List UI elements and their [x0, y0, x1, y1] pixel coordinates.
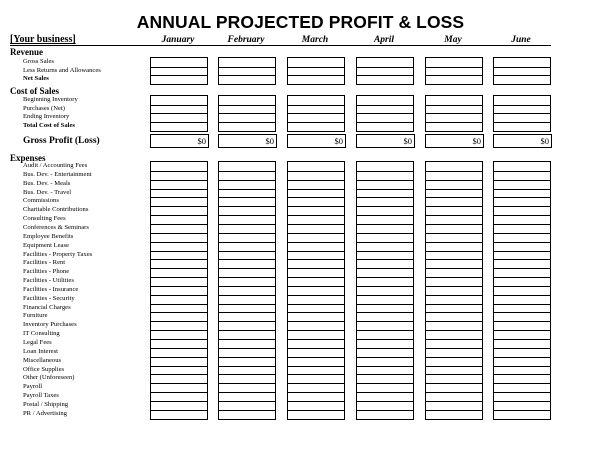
cell-divider: [494, 259, 550, 260]
expense-item: Facilities - Security: [23, 294, 75, 302]
cell-divider: [426, 233, 482, 234]
cell-divider: [151, 171, 207, 172]
expense-cells[interactable]: [218, 161, 276, 420]
cell-divider: [288, 366, 344, 367]
cell-divider: [426, 215, 482, 216]
gross-profit-cell[interactable]: $0: [493, 134, 552, 148]
section-revenue: Revenue: [10, 47, 43, 57]
cell-divider: [151, 410, 207, 411]
cell-divider: [494, 268, 550, 269]
revenue-cells[interactable]: [150, 57, 208, 85]
cell-divider: [151, 304, 207, 305]
cell-divider: [426, 171, 482, 172]
cell-divider: [426, 410, 482, 411]
cell-divider: [219, 401, 275, 402]
cell-divider: [357, 383, 413, 384]
gross-profit-cell[interactable]: $0: [356, 134, 415, 148]
cell-divider: [357, 233, 413, 234]
revenue-item: Less Returns and Allowances: [23, 66, 101, 74]
gross-profit-label: Gross Profit (Loss): [23, 136, 100, 146]
month-header-may: May: [444, 35, 462, 45]
cell-divider: [357, 259, 413, 260]
cell-divider: [219, 330, 275, 331]
cost-of-sales-cells[interactable]: [356, 95, 414, 132]
revenue-cells[interactable]: [493, 57, 551, 85]
cell-divider: [151, 242, 207, 243]
cell-divider: [357, 374, 413, 375]
cell-divider: [494, 180, 550, 181]
cell-divider: [151, 122, 207, 123]
cell-divider: [288, 357, 344, 358]
cell-divider: [219, 75, 275, 76]
cell-divider: [426, 251, 482, 252]
cell-divider: [288, 113, 344, 114]
cell-divider: [219, 215, 275, 216]
cell-divider: [426, 348, 482, 349]
cell-divider: [426, 197, 482, 198]
cell-divider: [426, 113, 482, 114]
cell-divider: [151, 295, 207, 296]
gross-profit-cell[interactable]: $0: [287, 134, 346, 148]
expense-item: IT Consulting: [23, 330, 60, 338]
month-header-june: June: [511, 35, 531, 45]
cell-divider: [426, 105, 482, 106]
cell-divider: [357, 251, 413, 252]
revenue-item: Net Sales: [23, 75, 49, 82]
cell-divider: [357, 197, 413, 198]
revenue-cells[interactable]: [287, 57, 345, 85]
cell-divider: [426, 242, 482, 243]
cell-divider: [357, 277, 413, 278]
expense-item: Inventory Purchases: [23, 321, 77, 329]
cell-divider: [219, 392, 275, 393]
expense-item: Conferences & Seminars: [23, 223, 89, 231]
cell-divider: [151, 339, 207, 340]
cell-divider: [151, 366, 207, 367]
expense-item: Miscellaneous: [23, 356, 62, 364]
cell-divider: [494, 295, 550, 296]
cell-divider: [426, 392, 482, 393]
cell-divider: [288, 242, 344, 243]
expense-item: Facilities - Phone: [23, 268, 70, 276]
header-rule: [10, 45, 551, 46]
revenue-item: Gross Sales: [23, 58, 54, 65]
cell-divider: [219, 277, 275, 278]
cell-divider: [219, 339, 275, 340]
cell-divider: [426, 339, 482, 340]
cell-divider: [357, 304, 413, 305]
cell-divider: [288, 321, 344, 322]
cell-divider: [151, 189, 207, 190]
cell-divider: [357, 286, 413, 287]
cost-of-sales-item: Beginning Inventory: [23, 96, 78, 103]
cell-divider: [288, 330, 344, 331]
cell-divider: [426, 304, 482, 305]
expense-item: Office Supplies: [23, 365, 65, 373]
expense-item: Legal Fees: [23, 339, 52, 346]
cell-divider: [151, 357, 207, 358]
cell-divider: [219, 180, 275, 181]
cell-divider: [288, 295, 344, 296]
cell-divider: [151, 401, 207, 402]
cell-divider: [494, 206, 550, 207]
cell-divider: [219, 122, 275, 123]
cell-divider: [494, 401, 550, 402]
cell-divider: [494, 312, 550, 313]
expense-item: PR / Advertising: [23, 409, 67, 417]
cell-divider: [494, 348, 550, 349]
cell-divider: [426, 330, 482, 331]
cell-divider: [288, 171, 344, 172]
cell-divider: [426, 189, 482, 190]
cell-divider: [494, 339, 550, 340]
cell-divider: [288, 392, 344, 393]
expense-item: Charitable Contributions: [23, 206, 89, 214]
cell-divider: [426, 312, 482, 313]
cell-divider: [494, 383, 550, 384]
expense-item: Facilities - Rent: [23, 259, 66, 267]
cell-divider: [426, 401, 482, 402]
cell-divider: [219, 206, 275, 207]
expense-item: Equipment Lease: [23, 241, 69, 249]
cell-divider: [494, 321, 550, 322]
cell-divider: [494, 233, 550, 234]
cell-divider: [426, 224, 482, 225]
cell-divider: [151, 105, 207, 106]
cell-divider: [151, 312, 207, 313]
section-cost-of-sales: Cost of Sales: [10, 86, 59, 96]
expense-item: Bus. Dev. - Entertainment: [23, 170, 92, 178]
cell-divider: [151, 268, 207, 269]
month-header-april: April: [373, 35, 395, 45]
month-header-february: February: [227, 35, 265, 45]
cell-divider: [357, 339, 413, 340]
cell-divider: [494, 122, 550, 123]
expense-item: Payroll: [23, 383, 43, 391]
cell-divider: [494, 277, 550, 278]
cell-divider: [426, 122, 482, 123]
gross-profit-cell[interactable]: $0: [150, 134, 209, 148]
cell-divider: [288, 224, 344, 225]
expense-cells[interactable]: [356, 161, 414, 420]
cell-divider: [426, 374, 482, 375]
expense-item: Loan Interest: [23, 347, 58, 355]
expense-item: Facilities - Insurance: [23, 285, 79, 293]
cell-divider: [426, 268, 482, 269]
month-header-march: March: [301, 35, 329, 45]
month-header-january: January: [161, 35, 195, 45]
cost-of-sales-item: Total Cost of Sales: [23, 122, 75, 130]
cell-divider: [151, 259, 207, 260]
expense-item: Furniture: [23, 312, 48, 320]
expense-cells[interactable]: [150, 161, 208, 420]
cell-divider: [357, 189, 413, 190]
cell-divider: [151, 215, 207, 216]
cell-divider: [288, 75, 344, 76]
cell-divider: [219, 366, 275, 367]
cell-divider: [288, 401, 344, 402]
cell-divider: [494, 224, 550, 225]
cell-divider: [494, 374, 550, 375]
cell-divider: [426, 321, 482, 322]
cell-divider: [151, 321, 207, 322]
cell-divider: [357, 242, 413, 243]
cell-divider: [494, 197, 550, 198]
cell-divider: [219, 259, 275, 260]
expense-item: Facilities - Property Taxes: [23, 250, 93, 258]
cell-divider: [426, 75, 482, 76]
cell-divider: [288, 277, 344, 278]
cell-divider: [426, 277, 482, 278]
cell-divider: [288, 286, 344, 287]
cell-divider: [151, 348, 207, 349]
cell-divider: [357, 122, 413, 123]
cell-divider: [219, 189, 275, 190]
cell-divider: [357, 180, 413, 181]
expense-item: Other (Unforeseen): [23, 374, 75, 382]
cell-divider: [357, 171, 413, 172]
cell-divider: [151, 383, 207, 384]
cell-divider: [288, 197, 344, 198]
business-name[interactable]: [Your business]: [10, 34, 76, 45]
cell-divider: [288, 374, 344, 375]
page-title: ANNUAL PROJECTED PROFIT & LOSS: [136, 12, 465, 32]
cell-divider: [357, 312, 413, 313]
cell-divider: [494, 67, 550, 68]
expense-cells[interactable]: [493, 161, 551, 420]
cell-divider: [357, 357, 413, 358]
cell-divider: [219, 67, 275, 68]
cell-divider: [151, 392, 207, 393]
cell-divider: [357, 105, 413, 106]
cost-of-sales-cells[interactable]: [425, 95, 483, 132]
cell-divider: [288, 105, 344, 106]
revenue-cells[interactable]: [218, 57, 276, 85]
cell-divider: [151, 251, 207, 252]
expense-item: Employee Benefits: [23, 232, 74, 240]
cell-divider: [494, 357, 550, 358]
expense-item: Bus. Dev. - Meals: [23, 179, 71, 187]
cell-divider: [426, 357, 482, 358]
cell-divider: [494, 171, 550, 172]
cell-divider: [151, 206, 207, 207]
cell-divider: [219, 374, 275, 375]
cell-divider: [494, 304, 550, 305]
cell-divider: [219, 171, 275, 172]
cell-divider: [151, 286, 207, 287]
cell-divider: [288, 304, 344, 305]
cell-divider: [288, 206, 344, 207]
expense-item: Postal / Shipping: [23, 400, 69, 408]
cell-divider: [357, 75, 413, 76]
cell-divider: [357, 330, 413, 331]
cell-divider: [288, 67, 344, 68]
cell-divider: [357, 392, 413, 393]
expense-item: Payroll Taxes: [23, 392, 59, 400]
cell-divider: [288, 410, 344, 411]
cell-divider: [151, 277, 207, 278]
cell-divider: [288, 180, 344, 181]
cell-divider: [151, 67, 207, 68]
cell-divider: [357, 113, 413, 114]
cell-divider: [426, 383, 482, 384]
cell-divider: [494, 251, 550, 252]
cost-of-sales-item: Purchases (Net): [23, 104, 65, 112]
cell-divider: [219, 312, 275, 313]
cell-divider: [426, 180, 482, 181]
cell-divider: [357, 321, 413, 322]
cell-divider: [357, 67, 413, 68]
cell-divider: [151, 113, 207, 114]
expense-item: Facilities - Utilities: [23, 277, 74, 285]
cell-divider: [357, 401, 413, 402]
cell-divider: [288, 251, 344, 252]
cell-divider: [219, 113, 275, 114]
revenue-cells[interactable]: [425, 57, 483, 85]
cell-divider: [357, 295, 413, 296]
cell-divider: [219, 304, 275, 305]
cell-divider: [288, 122, 344, 123]
expense-cells[interactable]: [425, 161, 483, 420]
revenue-cells[interactable]: [356, 57, 414, 85]
cell-divider: [151, 233, 207, 234]
cell-divider: [357, 268, 413, 269]
expense-item: Bus. Dev. - Travel: [23, 188, 72, 196]
cell-divider: [219, 242, 275, 243]
cell-divider: [288, 348, 344, 349]
cell-divider: [151, 197, 207, 198]
cell-divider: [494, 189, 550, 190]
cell-divider: [494, 330, 550, 331]
cell-divider: [494, 75, 550, 76]
expense-cells[interactable]: [287, 161, 345, 420]
cell-divider: [426, 67, 482, 68]
section-expenses: Expenses: [10, 153, 46, 163]
cell-divider: [494, 392, 550, 393]
cell-divider: [288, 215, 344, 216]
cell-divider: [219, 286, 275, 287]
cell-divider: [151, 75, 207, 76]
cell-divider: [219, 348, 275, 349]
cell-divider: [219, 295, 275, 296]
cell-divider: [494, 105, 550, 106]
expense-item: Commissions: [23, 197, 59, 205]
cell-divider: [494, 410, 550, 411]
cell-divider: [357, 410, 413, 411]
cell-divider: [219, 383, 275, 384]
cost-of-sales-cells[interactable]: [218, 95, 276, 132]
cell-divider: [288, 189, 344, 190]
cell-divider: [288, 233, 344, 234]
cell-divider: [219, 410, 275, 411]
cost-of-sales-cells[interactable]: [150, 95, 208, 132]
cell-divider: [426, 366, 482, 367]
cell-divider: [288, 312, 344, 313]
cell-divider: [219, 321, 275, 322]
cell-divider: [494, 286, 550, 287]
cell-divider: [219, 197, 275, 198]
expense-item: Consulting Fees: [23, 215, 66, 223]
cell-divider: [426, 295, 482, 296]
cell-divider: [357, 366, 413, 367]
cell-divider: [219, 357, 275, 358]
gross-profit-cell[interactable]: $0: [218, 134, 277, 148]
cell-divider: [288, 383, 344, 384]
cell-divider: [151, 180, 207, 181]
cell-divider: [494, 113, 550, 114]
cell-divider: [357, 215, 413, 216]
cell-divider: [288, 259, 344, 260]
cell-divider: [494, 215, 550, 216]
cell-divider: [357, 224, 413, 225]
cell-divider: [494, 366, 550, 367]
cell-divider: [219, 268, 275, 269]
cell-divider: [426, 286, 482, 287]
cell-divider: [219, 233, 275, 234]
cell-divider: [357, 206, 413, 207]
cell-divider: [426, 206, 482, 207]
expense-item: Financial Charges: [23, 303, 71, 311]
cell-divider: [426, 259, 482, 260]
cost-of-sales-item: Ending Inventory: [23, 113, 70, 121]
cost-of-sales-cells[interactable]: [287, 95, 345, 132]
cell-divider: [357, 348, 413, 349]
expense-item: Audit / Accounting Fees: [23, 162, 88, 169]
cost-of-sales-cells[interactable]: [493, 95, 551, 132]
cell-divider: [288, 268, 344, 269]
cell-divider: [151, 330, 207, 331]
gross-profit-cell[interactable]: $0: [425, 134, 484, 148]
cell-divider: [151, 374, 207, 375]
cell-divider: [494, 242, 550, 243]
cell-divider: [288, 339, 344, 340]
cell-divider: [151, 224, 207, 225]
cell-divider: [219, 251, 275, 252]
cell-divider: [219, 224, 275, 225]
cell-divider: [219, 105, 275, 106]
